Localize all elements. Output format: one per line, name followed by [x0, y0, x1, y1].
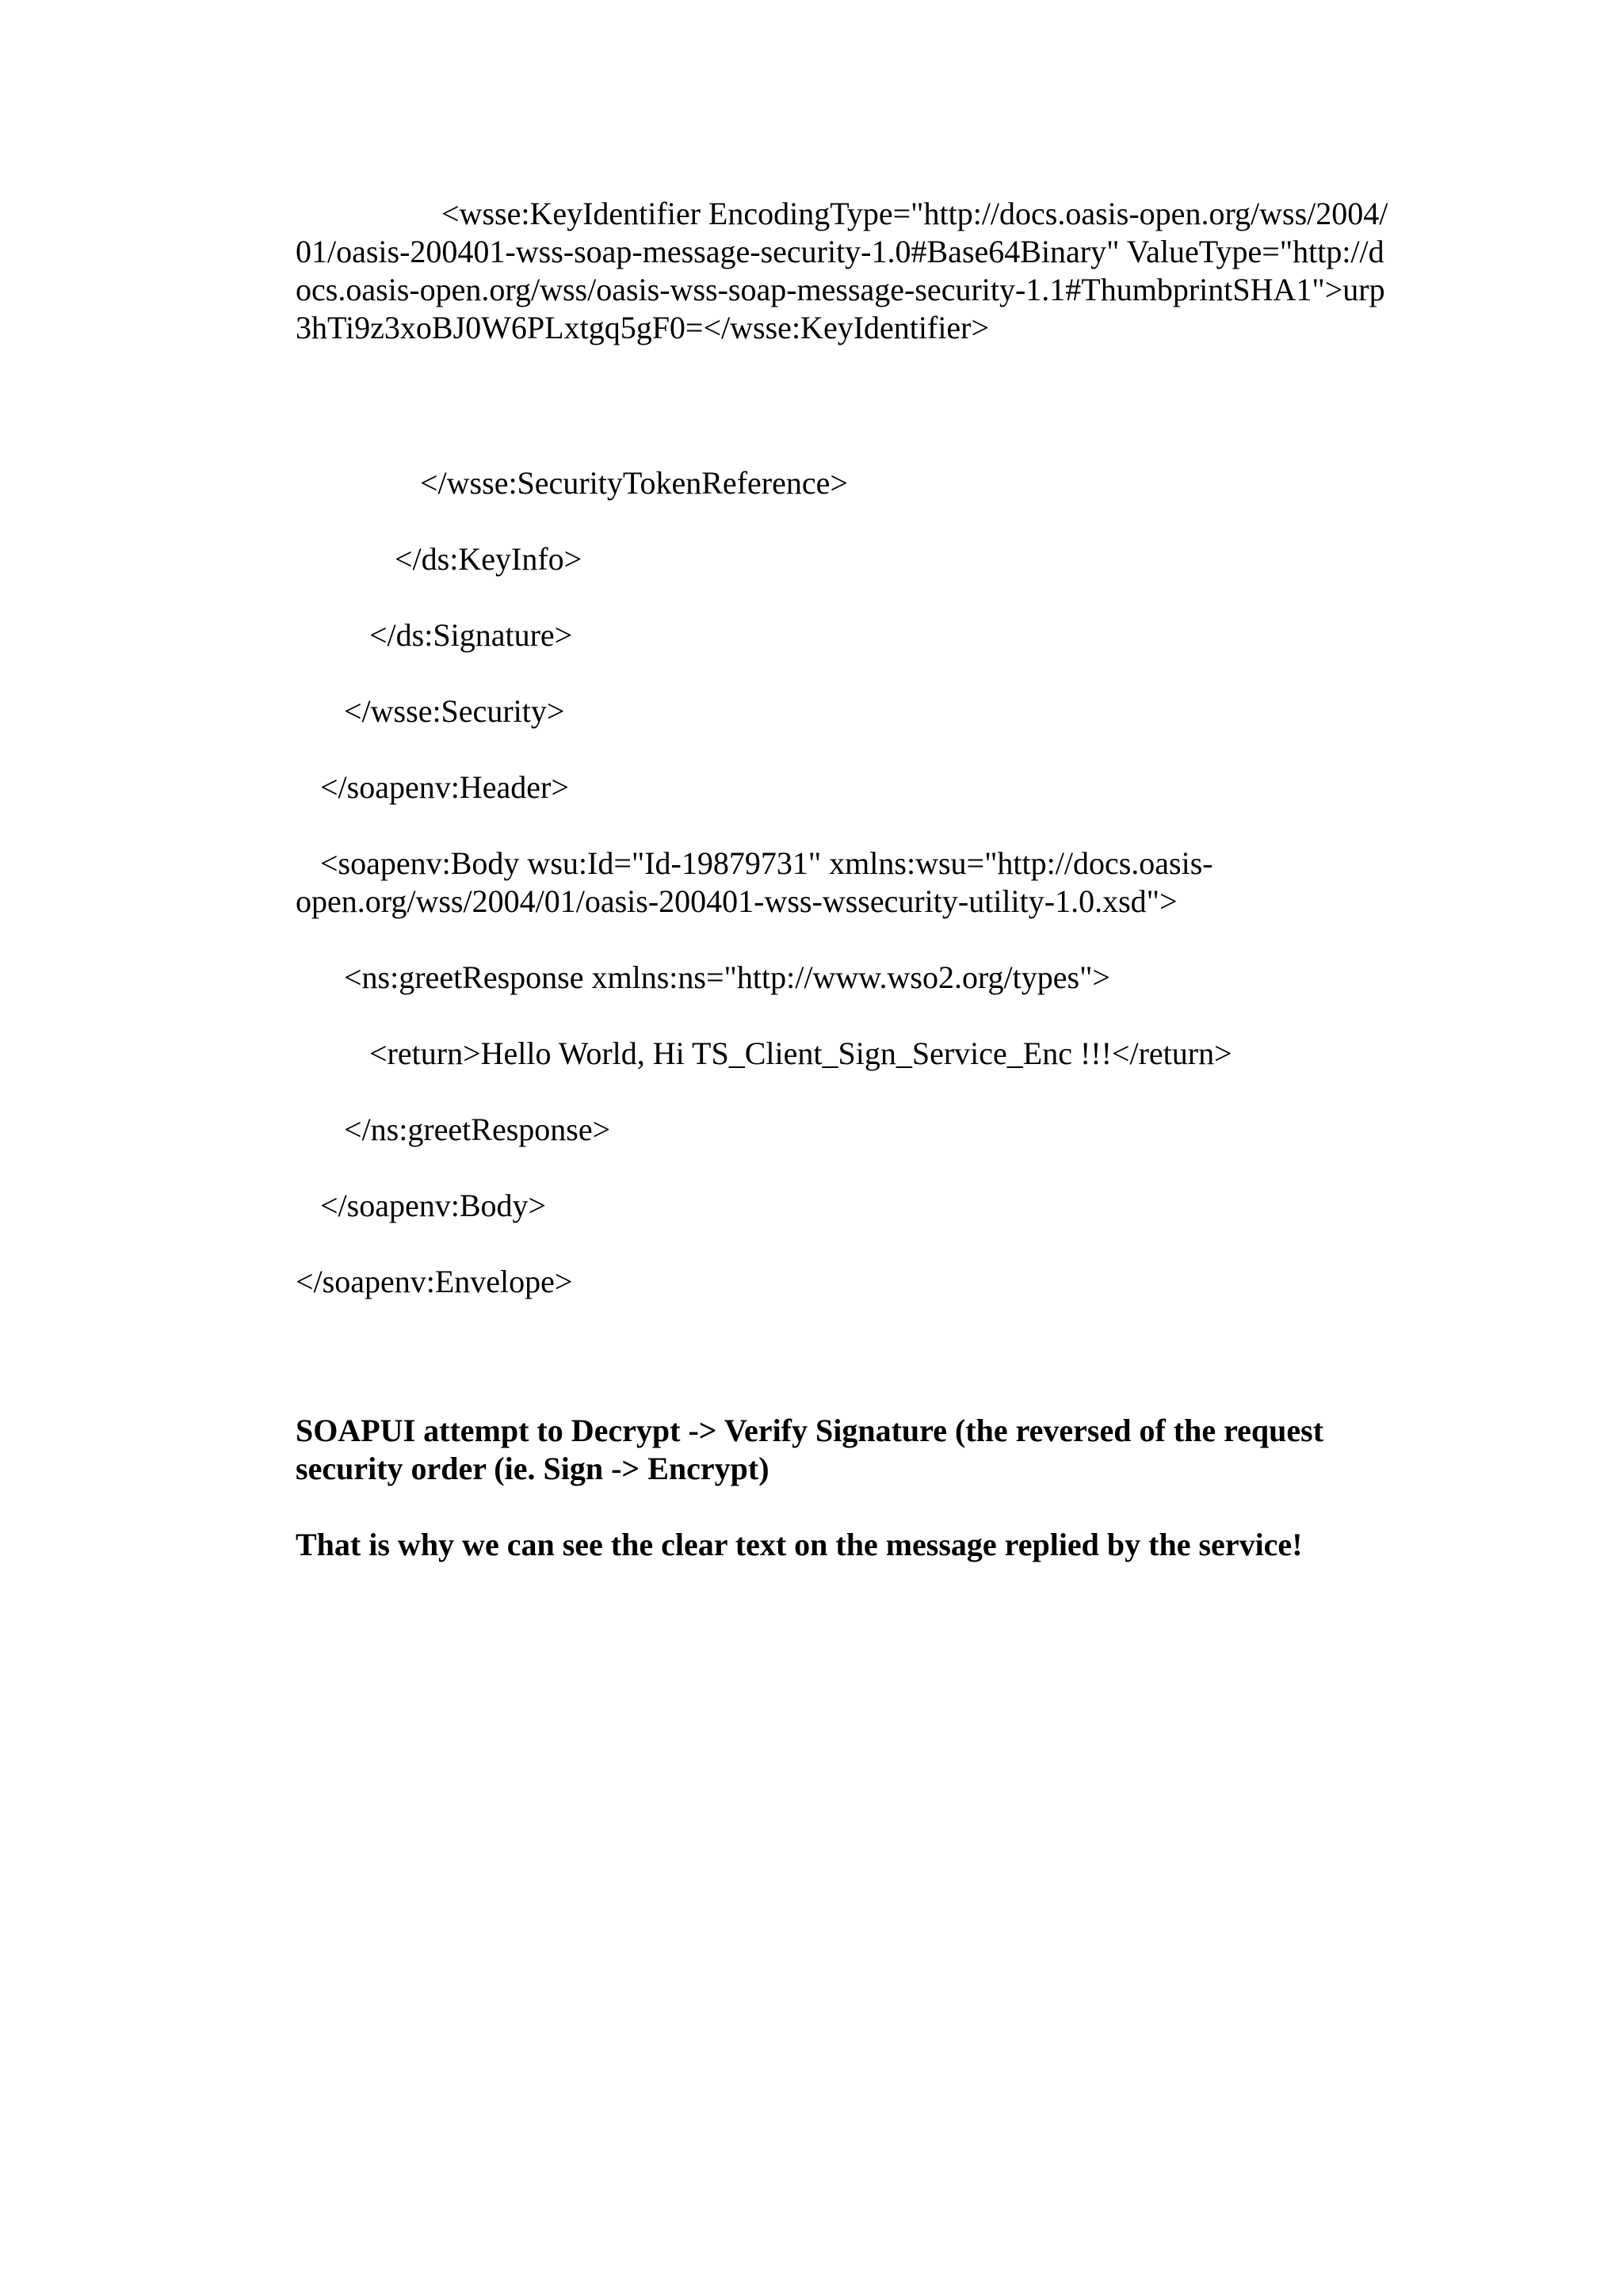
xml-body-close: </soapenv:Body> — [320, 1188, 547, 1223]
xml-key-identifier-line: <wsse:KeyIdentifier EncodingType="http://docs.oasis-open.org/wss/2004/01/oasis-200401-wss-soap-message-security-1.0#Base64Binary" ValueType="http://docs.oasis-open.org/wss/oasis-wss-soap-message-security-1.1#ThumbprintSHA1">urp3hTi9z3xoBJ0W6PLxtgq5gF0=</wsse:KeyIdentifier> — [296, 196, 1388, 345]
xml-body-open: <soapenv:Body wsu:Id="Id-19879731" xmlns:wsu="http://docs.oasis-open.org/wss/2004/01/oasis-200401-wss-wssecurity-utility-1.0.xsd"> — [296, 845, 1213, 919]
xml-header-close: </soapenv:Header> — [320, 769, 569, 805]
xml-security-close: </wsse:Security> — [344, 693, 565, 729]
xml-greet-response-close: </ns:greetResponse> — [344, 1112, 611, 1147]
xml-envelope-close: </soapenv:Envelope> — [296, 1264, 573, 1299]
note-clear-text-explanation: That is why we can see the clear text on the message replied by the service! — [296, 1527, 1303, 1562]
xml-security-token-reference-close: </wsse:SecurityTokenReference> — [420, 465, 848, 501]
xml-return-element: <return>Hello World, Hi TS_Client_Sign_Service_Enc !!!</return> — [369, 1035, 1232, 1071]
xml-signature-close: </ds:Signature> — [369, 617, 573, 653]
xml-key-info-close: </ds:KeyInfo> — [395, 541, 582, 577]
note-soapui-decrypt-order: SOAPUI attempt to Decrypt -> Verify Signature (the reversed of the request security order (ie. Sign -> Encrypt) — [296, 1413, 1324, 1486]
xml-greet-response-open: <ns:greetResponse xmlns:ns="http://www.wso2.org/types"> — [344, 959, 1110, 995]
